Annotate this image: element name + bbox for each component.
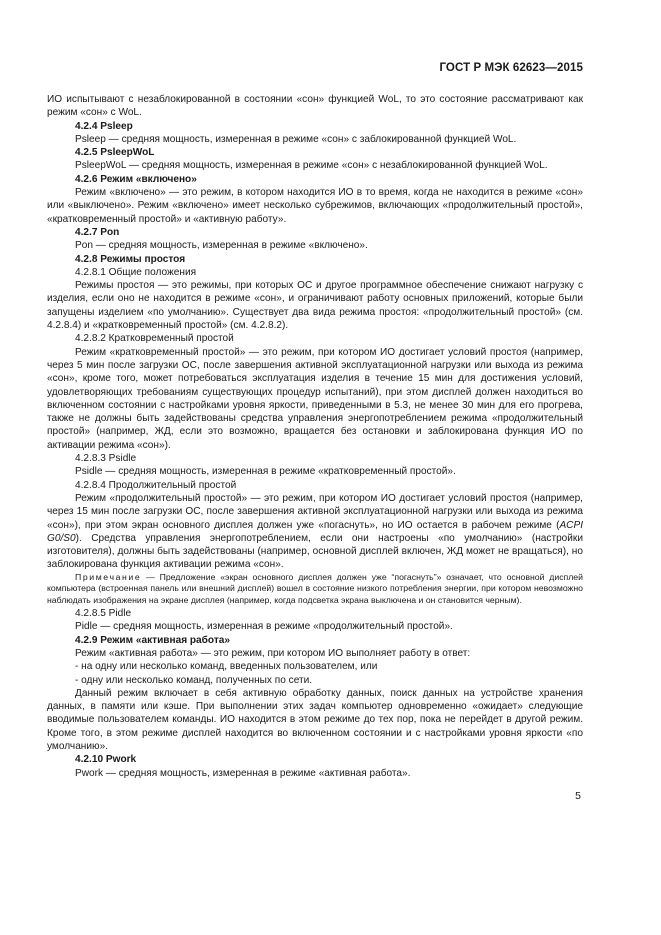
list-item: - одну или несколько команд, полученных по сети.: [75, 674, 313, 686]
note-label: Примечание: [75, 571, 142, 582]
note: [47, 572, 583, 607]
paragraph: Режим «активная работа» — это режим, при котором ИО выполняет работу в ответ:: [75, 647, 471, 659]
definition: PsleepWoL — средняя мощность, измеренная в режиме «сон» с незаблокированной функцией WoL.: [75, 160, 548, 172]
list-item: - на одну или несколько команд, введенных пользователем, или: [75, 661, 378, 673]
definition: Pidle — средняя мощность, измеренная в режиме «продолжительный простой».: [75, 621, 453, 633]
section-heading: 4.2.4 Psleep: [75, 120, 133, 132]
definition: Psleep — средняя мощность, измеренная в режиме «сон» с заблокированной функцией WoL.: [75, 133, 517, 145]
document-code: ГОСТ Р МЭК 62623—2015: [439, 62, 583, 74]
page-number: 5: [575, 790, 581, 802]
subsection-heading: 4.2.8.4 Продолжительный простой: [75, 479, 237, 491]
subsection-heading: 4.2.8.1 Общие положения: [75, 266, 197, 278]
definition: Psidle — средняя мощность, измеренная в режиме «кратковременный простой».: [75, 466, 456, 478]
section-heading: 4.2.9 Режим «активная работа»: [75, 634, 230, 646]
paragraph: Режим «кратковременный простой» — это режим, при котором ИО достигает условий простоя (например, через 5 мин после загрузки ОС, после завершения активной эксплуатационной нагрузки или выхода из режима «сон», кроме того, может потребоваться эксплуатация изделия в течение 15 мин для достижения условий, удовлетворяющих требованиям существующих процедур испытаний), при этом дисплей должен находиться во включенном состоянии с настройками уровня яркости, приведенными в 5.3, не менее 30 мин для его прогрева, также не должны быть задействованы средства управления энергопотреблением режима «продолжительный простой» (например, ЖД, если это возможно, вращается без остановки и заблокирована функция ИО по активации режима «сон»).: [47, 346, 583, 451]
subsection-heading: 4.2.8.3 Psidle: [75, 453, 137, 465]
section-heading: 4.2.8 Режимы простоя: [75, 253, 186, 265]
paragraph-text: Режим «продолжительный простой» — это режим, при котором ИО достигает условий простоя (например, через 15 мин после загрузки ОС, после завершения активной эксплуатационной нагрузки или выхода из режима «сон»), при этом экран основного дисплея должен уже «погаснуть», но ИО остается в рабочем режиме (: [47, 492, 583, 531]
acpi-state: ACPI G0/S0: [47, 519, 583, 544]
definition: Pwork — средняя мощность, измеренная в режиме «активная работа».: [75, 767, 411, 779]
subsection-heading: 4.2.8.2 Кратковременный простой: [75, 333, 234, 345]
section-heading: 4.2.7 Pon: [75, 226, 120, 238]
note-text: — Предложение «экран основного дисплея должен уже “погаснуть”» означает, что основной дисплей компьютера (встроенная панель или внешний дисплей) вошел в состояние низкого потребления энергии, при котором невозможно наблюдать изображения на экране дисплея (например, когда подсветка экрана выключена и он становится черным).: [47, 571, 583, 606]
section-heading: 4.2.10 Pwork: [75, 754, 137, 766]
definition: Pon — средняя мощность, измеренная в режиме «включено».: [75, 240, 368, 252]
section-heading: 4.2.6 Режим «включено»: [75, 173, 197, 185]
subsection-heading: 4.2.8.5 Pidle: [75, 608, 132, 620]
paragraph-text: ). Средства управления энергопотреблением, если они настроены «по умолчанию» (настройки изготовителя), должны быть задействованы (например, основной дисплей включен, ЖД может не вращаться), но заблокирована функция активации режима «сон».: [47, 532, 583, 571]
section-heading: 4.2.5 PsleepWoL: [75, 147, 155, 159]
paragraph: [47, 492, 583, 572]
paragraph: ИО испытывают с незаблокированной в состоянии «сон» функцией WoL, то это состояние рассматривают как режим «сон» с WoL.: [47, 94, 583, 119]
paragraph: Режимы простоя — это режимы, при которых ОС и другое программное обеспечение снижают нагрузку с изделия, если оно не находится в режиме «сон», и ограничивают работу основных приложений, которые были запущены изделием «по умолчанию». Существует два вида режима простоя: «продолжительный простой» (см. 4.2.8.4) и «кратковременный простой» (см. 4.2.8.2).: [47, 280, 583, 332]
paragraph: Режим «включено» — это режим, в котором находится ИО в то время, когда не находится в режиме «сон» или «выключено». Режим «включено» имеет несколько субрежимов, включающих «продолжительный простой», «кратковременный простой» и «активную работу».: [47, 187, 583, 225]
paragraph: Данный режим включает в себя активную обработку данных, поиск данных на устройстве хранения данных, в памяти или кэше. При выполнении этих задач компьютер одновременно «ожидает» следующие вводимые пользователем команды. ИО находится в этом режиме до тех пор, пока не перейдет в другой режим. Кроме того, в этом режиме дисплей находится во включенном состоянии и с настройками уровня яркости «по умолчанию».: [47, 687, 583, 753]
page-content: [47, 93, 583, 780]
